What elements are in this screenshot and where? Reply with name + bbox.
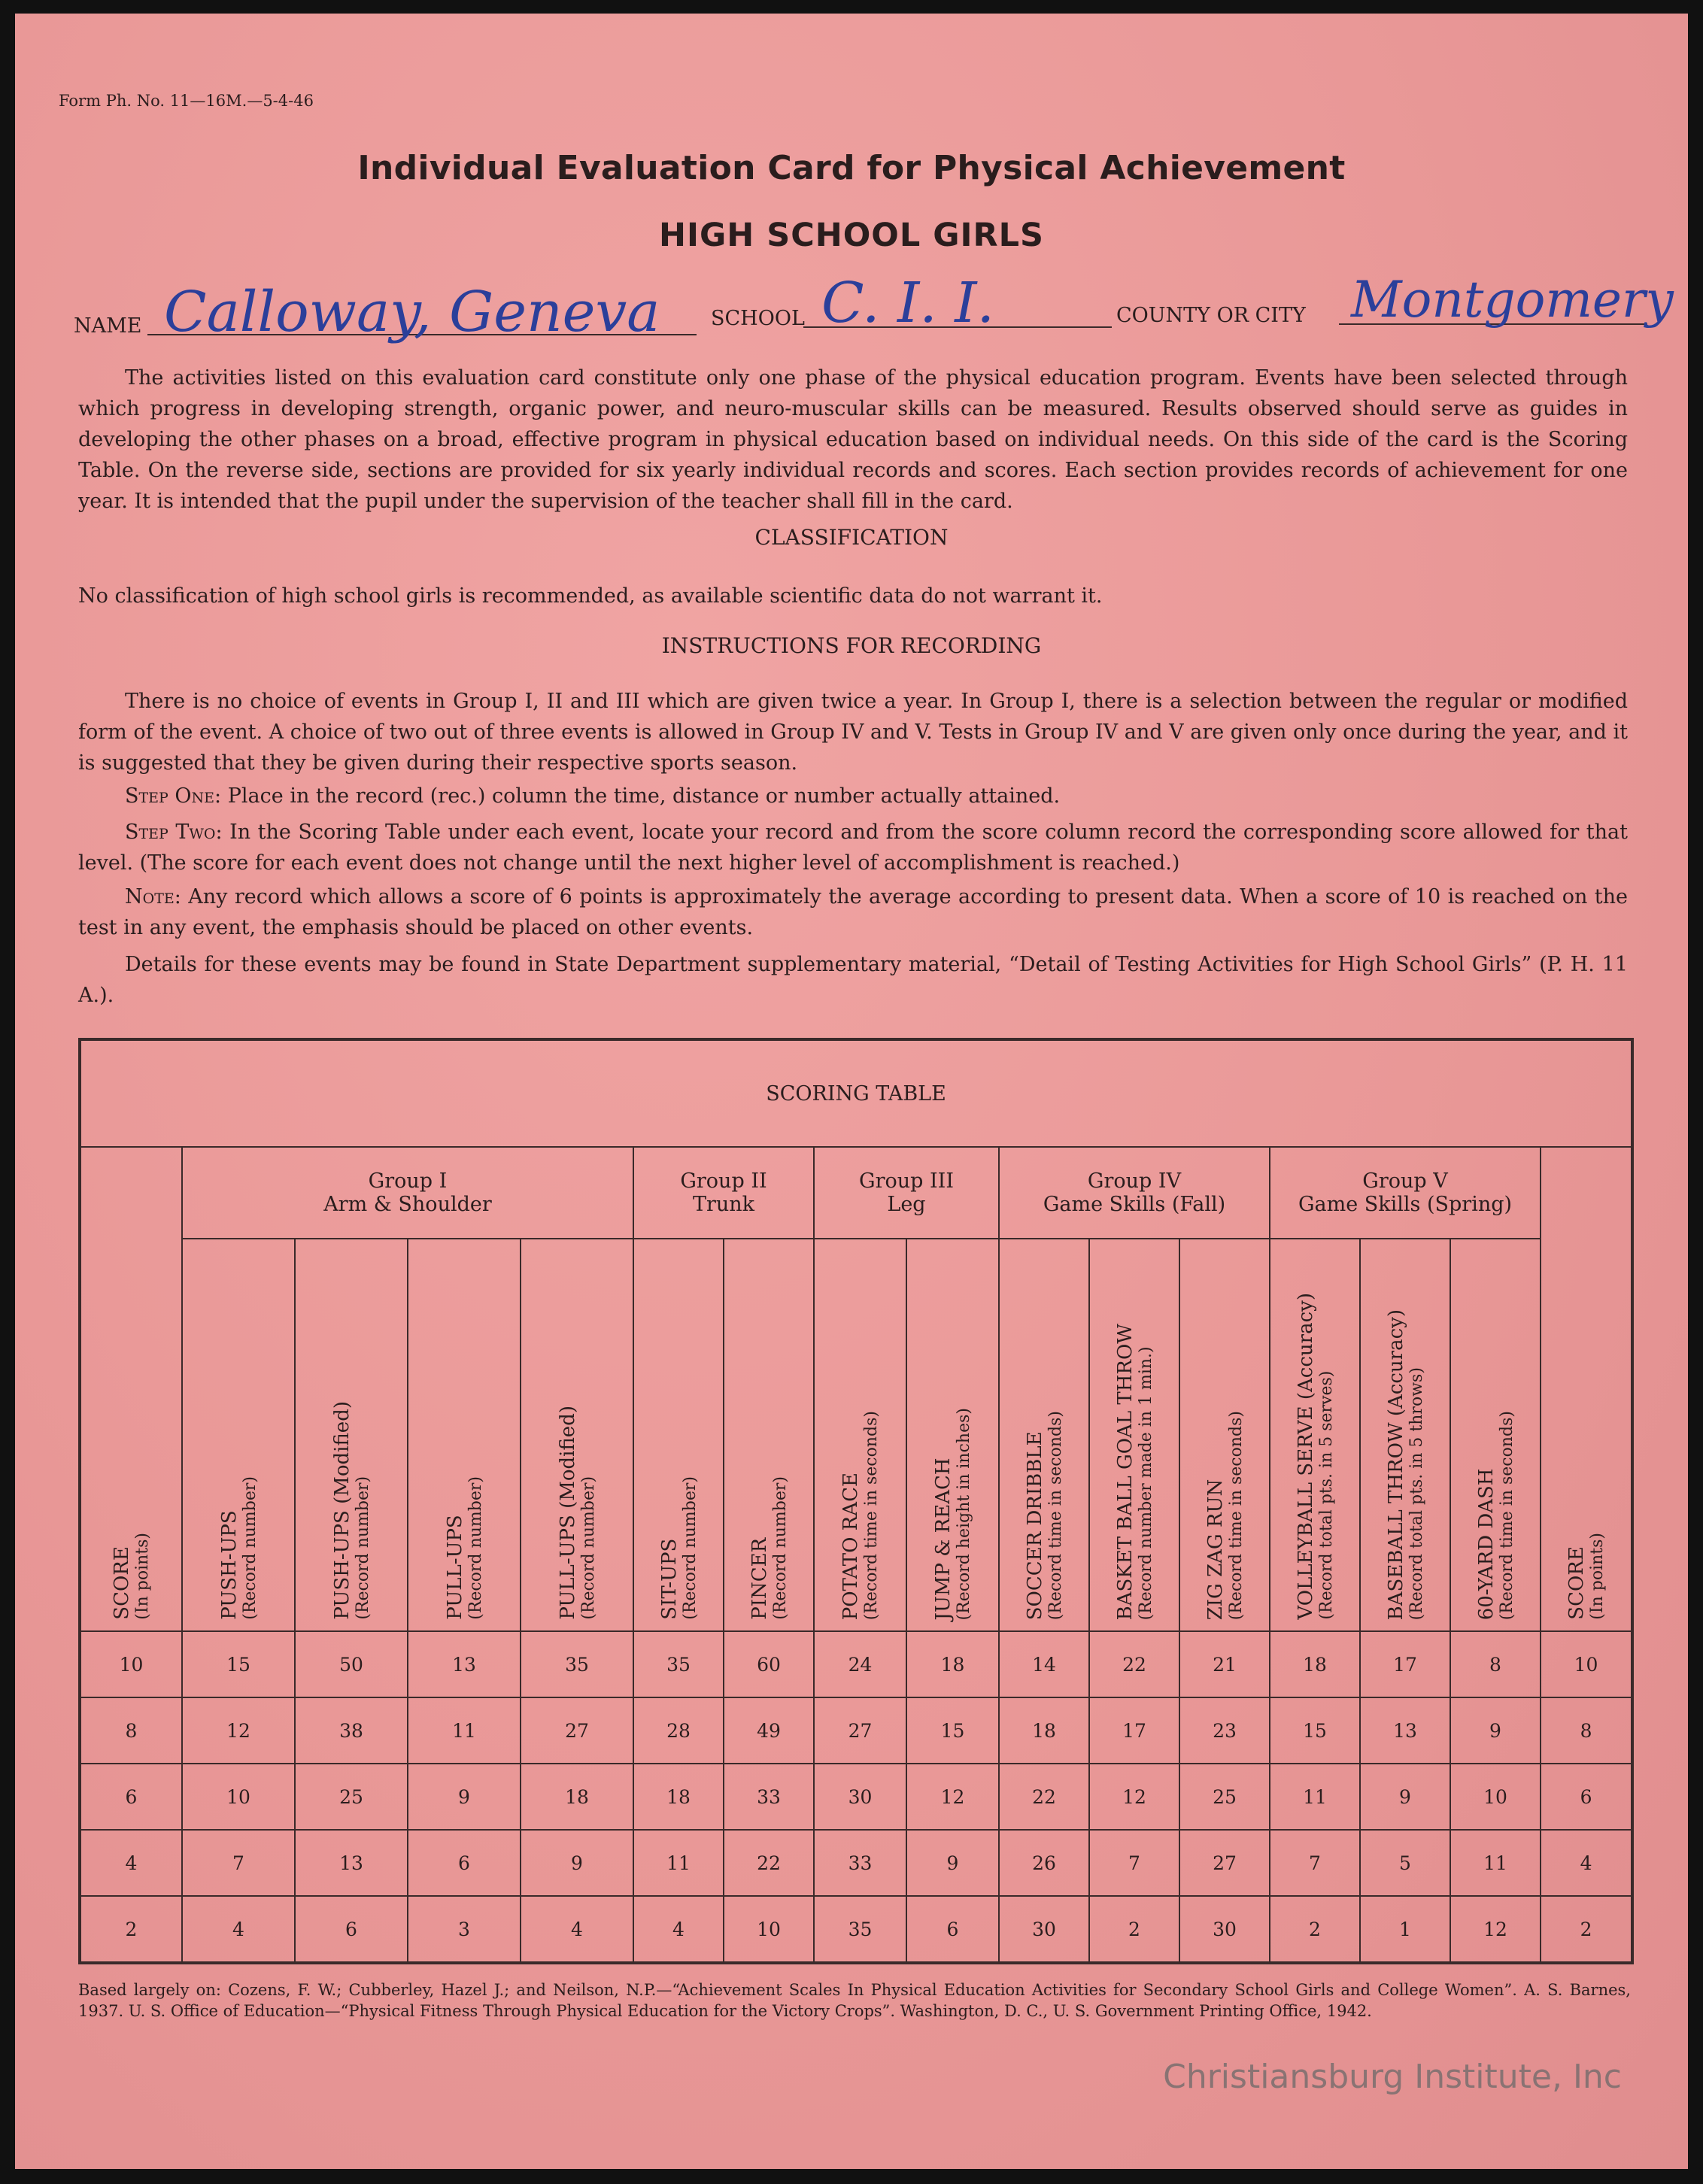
table-cell: 18	[521, 1764, 633, 1830]
instructions-paragraph: There is no choice of events in Group I, II and III which are given twice a year. In Group I, there is a selection between the regular or modified form of the event. A choice of two out of three events is allowed in Group IV and V. Tests in Group IV and V are given only once during the year, and it is suggested that they be given during their respective sports season.	[78, 690, 1628, 775]
name-value: Calloway, Geneva	[164, 280, 660, 344]
event-name: PUSH-UPS	[217, 1510, 241, 1620]
table-cell: 22	[999, 1764, 1089, 1830]
event-header	[408, 1239, 521, 1631]
table-cell: 33	[814, 1830, 906, 1896]
event-name: PINCER	[748, 1538, 771, 1620]
name-label: NAME	[74, 314, 142, 338]
classification-text: No classification of high school girls is recommended, as available scientific data do not warrant it.	[78, 584, 1103, 608]
table-cell: 11	[1270, 1764, 1360, 1830]
table-cell: 60	[724, 1631, 814, 1697]
event-unit: (Record total pts. in 5 throws)	[1407, 1367, 1426, 1620]
table-cell: 6	[906, 1896, 999, 1963]
event-header	[182, 1239, 295, 1631]
event-unit: (Record time in seconds)	[1046, 1410, 1065, 1620]
event-name: SOCCER DRIBBLE	[1023, 1431, 1046, 1620]
table-row	[80, 1697, 1632, 1764]
table-cell: 38	[295, 1697, 408, 1764]
table-cell: 11	[408, 1697, 521, 1764]
event-header	[906, 1239, 999, 1631]
table-cell: 10	[182, 1764, 295, 1830]
table-cell: 15	[906, 1697, 999, 1764]
table-cell: 4	[182, 1896, 295, 1963]
event-name: SIT-UPS	[657, 1538, 681, 1620]
event-unit: (Record number)	[240, 1476, 260, 1620]
intro-paragraph: The activities listed on this evaluation card constitute only one phase of the physical education program. Events have been selected through which progress in developing strength, organic power, and neuro-muscular skills can be measured. Results observed should serve as guides in developing the other phases on a broad, effective program in physical education based on individual needs. On this side of the card is the Scoring Table. On the reverse side, sections are provided for six yearly individual records and scores. Each section provides records of achievement for one year. It is intended that the pupil under the supervision of the teacher shall fill in the card.	[78, 366, 1628, 513]
table-cell: 22	[724, 1830, 814, 1896]
table-cell: 8	[1450, 1631, 1541, 1697]
group-1-header: Group I Arm & Shoulder	[182, 1147, 633, 1239]
table-cell: 35	[521, 1631, 633, 1697]
school-label: SCHOOL	[711, 307, 805, 330]
event-header	[1270, 1239, 1360, 1631]
table-cell: 18	[999, 1697, 1089, 1764]
event-unit: (Record time in seconds)	[1497, 1410, 1516, 1620]
score-cell: 8	[1541, 1697, 1632, 1764]
table-row	[80, 1631, 1632, 1697]
table-cell: 50	[295, 1631, 408, 1697]
table-cell: 27	[521, 1697, 633, 1764]
table-cell: 23	[1179, 1697, 1270, 1764]
score-column-header-right: SCORE (In points)	[1541, 1147, 1632, 1631]
table-cell: 35	[814, 1896, 906, 1963]
table-cell: 30	[1179, 1896, 1270, 1963]
event-unit: (Record time in seconds)	[1226, 1410, 1246, 1620]
step-two: Step Two: In the Scoring Table under each event, locate your record and from the score column record the corresponding score allowed for that level. (The score for each event does not change until the next higher level of accomplishment is reached.)	[78, 821, 1628, 875]
table-cell: 49	[724, 1697, 814, 1764]
table-cell: 4	[633, 1896, 724, 1963]
table-cell: 1	[1360, 1896, 1450, 1963]
table-cell: 13	[295, 1830, 408, 1896]
event-header	[1089, 1239, 1179, 1631]
event-unit: (Record number)	[680, 1476, 700, 1620]
event-header	[999, 1239, 1089, 1631]
scoring-table	[78, 1038, 1634, 1964]
table-cell: 33	[724, 1764, 814, 1830]
table-row	[80, 1896, 1632, 1963]
event-header	[521, 1239, 633, 1631]
table-cell: 9	[1360, 1764, 1450, 1830]
group-2-header: Group II Trunk	[633, 1147, 814, 1239]
table-cell: 17	[1089, 1697, 1179, 1764]
event-header	[724, 1239, 814, 1631]
score-cell: 10	[1541, 1631, 1632, 1697]
table-cell: 28	[633, 1697, 724, 1764]
table-cell: 35	[633, 1631, 724, 1697]
table-cell: 30	[814, 1764, 906, 1830]
event-name: POTATO RACE	[839, 1472, 862, 1620]
group-5-header: Group V Game Skills (Spring)	[1270, 1147, 1541, 1239]
event-name: JUMP & REACH	[932, 1457, 955, 1620]
score-cell: 10	[80, 1631, 182, 1697]
school-value: C. I. I.	[821, 271, 995, 335]
event-header	[814, 1239, 906, 1631]
table-cell: 3	[408, 1896, 521, 1963]
table-cell: 27	[814, 1697, 906, 1764]
event-name: BASEBALL THROW (Accuracy)	[1384, 1309, 1407, 1620]
table-row	[80, 1764, 1632, 1830]
table-cell: 24	[814, 1631, 906, 1697]
table-cell: 5	[1360, 1830, 1450, 1896]
table-cell: 15	[1270, 1697, 1360, 1764]
score-cell: 8	[80, 1697, 182, 1764]
table-cell: 9	[408, 1764, 521, 1830]
table-cell: 12	[182, 1697, 295, 1764]
event-header-row	[80, 1239, 1632, 1631]
instructions-heading: INSTRUCTIONS FOR RECORDING	[661, 633, 1042, 658]
event-unit: (Record number)	[466, 1476, 485, 1620]
score-cell: 2	[1541, 1896, 1632, 1963]
table-cell: 30	[999, 1896, 1089, 1963]
score-cell: 6	[1541, 1764, 1632, 1830]
table-cell: 12	[906, 1764, 999, 1830]
table-cell: 14	[999, 1631, 1089, 1697]
table-cell: 7	[1270, 1830, 1360, 1896]
event-name: 60-YARD DASH	[1474, 1468, 1498, 1620]
event-header	[1360, 1239, 1450, 1631]
scoring-table-title: SCORING TABLE	[80, 1039, 1632, 1147]
table-cell: 25	[1179, 1764, 1270, 1830]
note: Note: Any record which allows a score of 6 points is approximately the average according to present data. When a score of 10 is reached on the test in any event, the emphasis should be placed on other events.	[78, 885, 1628, 939]
group-4-header: Group IV Game Skills (Fall)	[999, 1147, 1270, 1239]
table-cell: 25	[295, 1764, 408, 1830]
table-cell: 11	[1450, 1830, 1541, 1896]
card-subtitle: HIGH SCHOOL GIRLS	[658, 217, 1044, 254]
card-title: Individual Evaluation Card for Physical Achievement	[357, 149, 1346, 187]
table-cell: 18	[633, 1764, 724, 1830]
event-header	[1179, 1239, 1270, 1631]
table-cell: 9	[521, 1830, 633, 1896]
step-one: Step One: Place in the record (rec.) column the time, distance or number actually attained.	[125, 784, 1061, 808]
event-unit: (Record number)	[578, 1476, 598, 1620]
table-cell: 7	[1089, 1830, 1179, 1896]
table-cell: 18	[1270, 1631, 1360, 1697]
table-cell: 12	[1089, 1764, 1179, 1830]
event-name: PULL-UPS (Modified)	[556, 1406, 579, 1620]
event-name: PULL-UPS	[443, 1515, 466, 1620]
event-unit: (Record time in seconds)	[862, 1410, 881, 1620]
table-cell: 13	[1360, 1697, 1450, 1764]
footnote: Based largely on: Cozens, F. W.; Cubberley, Hazel J.; and Neilson, N.P.—“Achievement Scales In Physical Education Activities for Secondary School Girls and College Women”. A. S. Barnes, 1937. U. S. Office of Education—“Physical Fitness Through Physical Education for the Victory Crops”. Washington, D. C., U. S. Government Printing Office, 1942.	[78, 1981, 1631, 2020]
event-unit: (Record total pts. in 5 serves)	[1316, 1371, 1336, 1620]
table-cell: 12	[1450, 1896, 1541, 1963]
group-3-header: Group III Leg	[814, 1147, 999, 1239]
county-value: Montgomery	[1351, 271, 1674, 329]
table-cell: 18	[906, 1631, 999, 1697]
event-unit: (Record number made in 1 min.)	[1136, 1345, 1155, 1620]
table-cell: 11	[633, 1830, 724, 1896]
score-cell: 2	[80, 1896, 182, 1963]
event-unit: (Record number)	[770, 1476, 790, 1620]
county-label: COUNTY OR CITY	[1116, 304, 1306, 327]
table-cell: 26	[999, 1830, 1089, 1896]
score-cell: 4	[1541, 1830, 1632, 1896]
table-cell: 9	[906, 1830, 999, 1896]
table-row	[80, 1830, 1632, 1896]
event-name: BASKET BALL GOAL THROW	[1113, 1323, 1137, 1620]
event-name: ZIG ZAG RUN	[1204, 1479, 1227, 1620]
table-cell: 17	[1360, 1631, 1450, 1697]
event-header	[633, 1239, 724, 1631]
event-header	[1450, 1239, 1541, 1631]
classification-heading: CLASSIFICATION	[754, 525, 949, 550]
table-cell: 2	[1270, 1896, 1360, 1963]
table-cell: 21	[1179, 1631, 1270, 1697]
score-cell: 4	[80, 1830, 182, 1896]
event-header	[295, 1239, 408, 1631]
details: Details for these events may be found in State Department supplementary material, “Detail of Testing Activities for High School Girls” (P. H. 11 A.).	[78, 953, 1628, 1007]
table-cell: 6	[408, 1830, 521, 1896]
table-cell: 10	[1450, 1764, 1541, 1830]
table-cell: 13	[408, 1631, 521, 1697]
table-cell: 15	[182, 1631, 295, 1697]
event-unit: (Record number)	[353, 1476, 372, 1620]
event-name: VOLLEYBALL SERVE (Accuracy)	[1294, 1293, 1317, 1620]
score-column-header: SCORE (In points)	[80, 1147, 182, 1631]
form-number: Form Ph. No. 11—16M.—5-4-46	[59, 92, 314, 110]
event-name: PUSH-UPS (Modified)	[330, 1401, 354, 1620]
table-cell: 22	[1089, 1631, 1179, 1697]
score-cell: 6	[80, 1764, 182, 1830]
table-cell: 27	[1179, 1830, 1270, 1896]
event-unit: (Record height in inches)	[955, 1407, 973, 1620]
table-cell: 7	[182, 1830, 295, 1896]
watermark: Christiansburg Institute, Inc	[1163, 2058, 1622, 2096]
table-cell: 6	[295, 1896, 408, 1963]
table-cell: 9	[1450, 1697, 1541, 1764]
table-cell: 10	[724, 1896, 814, 1963]
table-cell: 2	[1089, 1896, 1179, 1963]
table-cell: 4	[521, 1896, 633, 1963]
